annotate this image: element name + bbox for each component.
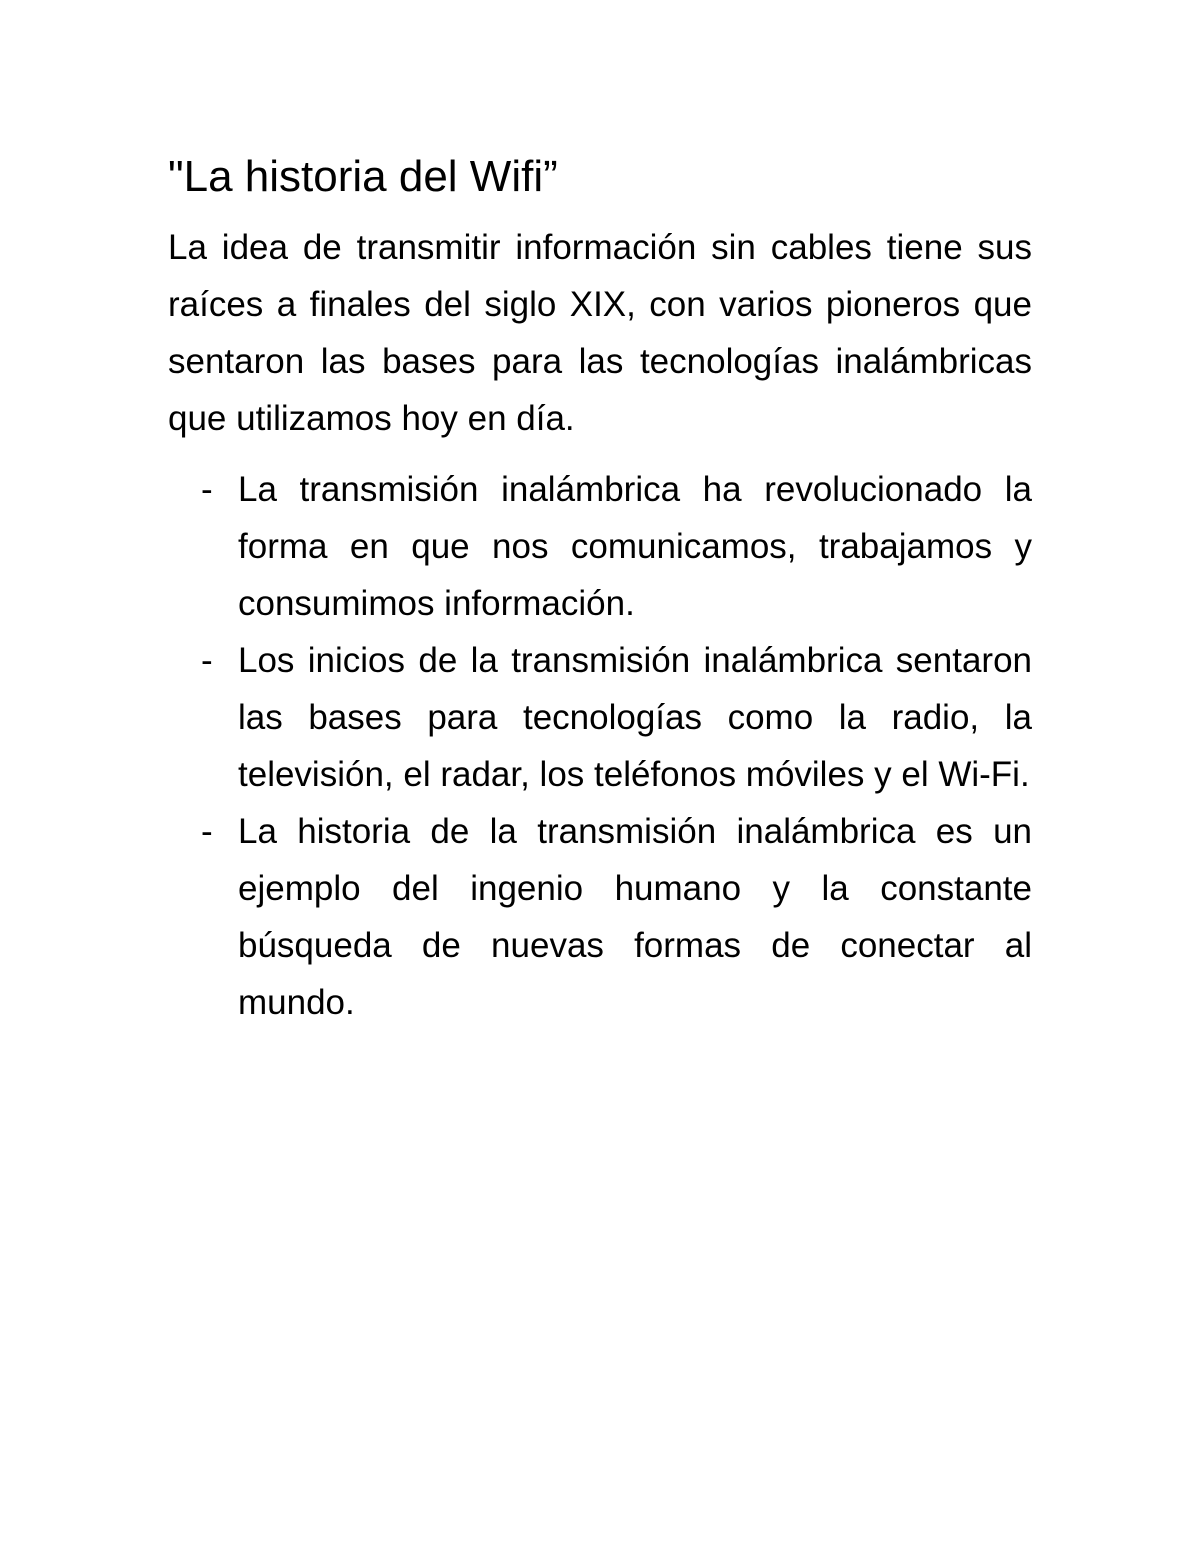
bullet-dash: - <box>201 641 213 680</box>
bullet-dash: - <box>201 812 213 851</box>
bullet-item <box>168 461 1032 632</box>
bullet-dash: - <box>201 470 213 509</box>
bullet-text: La historia de la transmisión inalámbrica es un ejemplo del ingenio humano y la constante búsqueda de nuevas formas de conectar al mundo. <box>238 812 1032 1022</box>
document-title: "La historia del Wifi” <box>168 152 558 201</box>
bullet-item <box>168 803 1032 1031</box>
document-body <box>168 145 1032 1031</box>
intro-paragraph: La idea de transmitir información sin cables tiene sus raíces a finales del siglo XIX, con varios pioneros que sentaron las bases para las tecnologías inalámbricas que utilizamos hoy en día. <box>168 228 1032 438</box>
bullet-text: La transmisión inalámbrica ha revolucionado la forma en que nos comunicamos, trabajamos y consumimos información. <box>238 470 1032 623</box>
bullet-item <box>168 632 1032 803</box>
bullet-text: Los inicios de la transmisión inalámbrica sentaron las bases para tecnologías como la radio, la televisión, el radar, los teléfonos móviles y el Wi-Fi. <box>238 641 1032 794</box>
bullet-list <box>168 461 1032 1031</box>
